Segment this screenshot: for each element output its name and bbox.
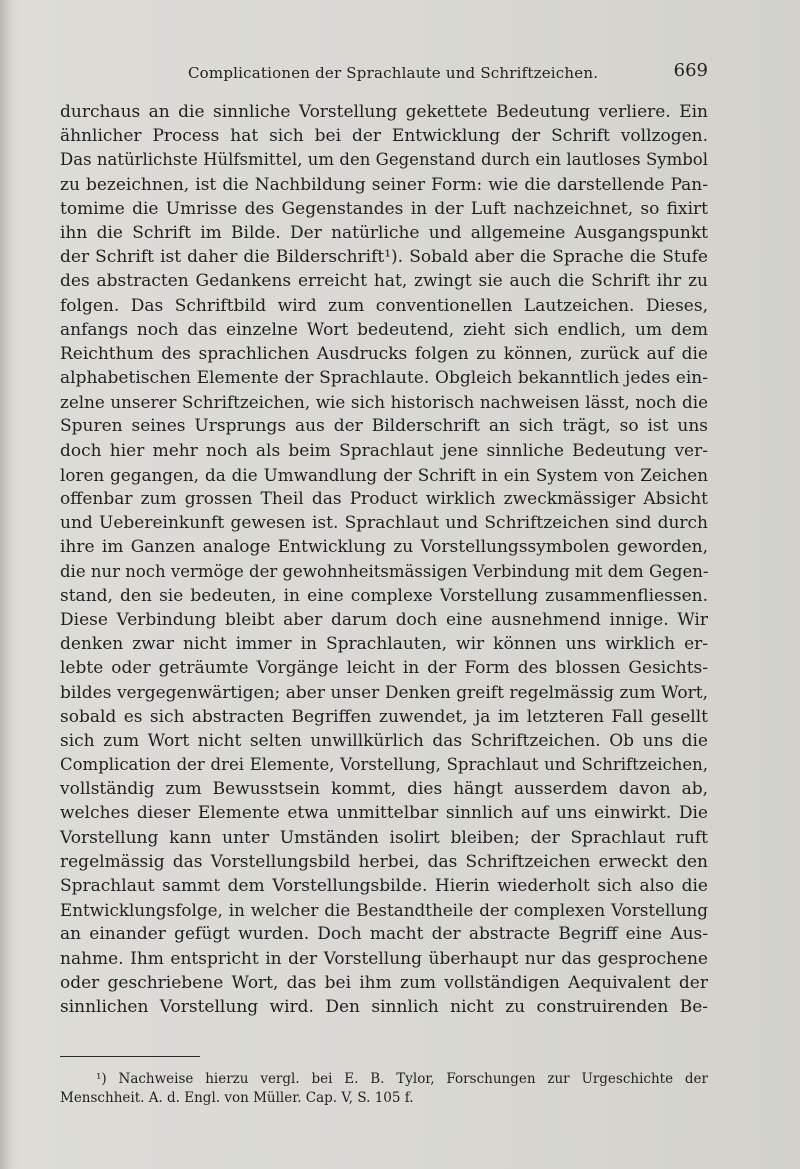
text-line: doch hier mehr noch als beim Sprachlaut jene sinnliche Bedeutung ver- <box>60 440 708 461</box>
text-line: tomime die Umrisse des Gegenstandes in der Luft nachzeichnet, so fixirt <box>60 198 708 219</box>
text-line: des abstracten Gedankens erreicht hat, zwingt sie auch die Schrift ihr zu <box>60 271 708 292</box>
footnote-line: ¹) Nachweise hierzu vergl. bei E. B. Tylor, Forschungen zur Urgeschichte der <box>96 1071 708 1087</box>
text-line: durchaus an die sinnliche Vorstellung gekettete Bedeutung verliere. Ein <box>60 102 708 122</box>
text-line: alphabetischen Elemente der Sprachlaute. Obgleich bekanntlich jedes ein- <box>60 368 708 389</box>
text-line: an einander gefügt wurden. Doch macht der abstracte Begriff eine Aus- <box>60 924 708 945</box>
page-header <box>60 58 708 88</box>
text-line: zu bezeichnen, ist die Nachbildung seiner Form: wie die darstellende Pan- <box>60 174 708 195</box>
page-binding-edge <box>0 0 10 1169</box>
text-line: und Uebereinkunft gewesen ist. Sprachlaut und Schriftzeichen sind durch <box>60 513 708 534</box>
text-line: der Schrift ist daher die Bilderschrift¹). Sobald aber die Sprache die Stufe <box>60 247 708 268</box>
text-line: offenbar zum grossen Theil das Product wirklich zweckmässiger Absicht <box>60 489 708 509</box>
text-line: vollständig zum Bewusstsein kommt, dies hängt ausserdem davon ab, <box>60 779 708 800</box>
text-line: oder geschriebene Wort, das bei ihm zum vollständigen Aequivalent der <box>60 972 708 993</box>
text-line: Complication der drei Elemente, Vorstellung, Sprachlaut und Schriftzeichen, <box>60 755 708 775</box>
footnote <box>60 1070 708 1108</box>
text-line: die nur noch vermöge der gewohnheitsmässigen Verbindung mit dem Gegen- <box>60 561 709 581</box>
text-line: welches dieser Elemente etwa unmittelbar sinnlich auf uns einwirkt. Die <box>60 803 708 824</box>
text-line: ihn die Schrift im Bilde. Der natürliche und allgemeine Ausgangspunkt <box>60 222 708 243</box>
text-line: sich zum Wort nicht selten unwillkürlich das Schriftzeichen. Ob uns die <box>60 730 708 751</box>
text-line: lebte oder geträumte Vorgänge leicht in der Form des blossen Gesichts- <box>60 658 708 679</box>
page-number: 669 <box>673 60 708 81</box>
text-line: zelne unserer Schriftzeichen, wie sich historisch nachweisen lässt, noch die <box>60 392 708 413</box>
text-line: bildes vergegenwärtigen; aber unser Denken greift regelmässig zum Wort, <box>60 682 708 703</box>
text-line: Sprachlaut sammt dem Vorstellungsbilde. Hierin wiederholt sich also die <box>60 876 708 896</box>
text-line: sobald es sich abstracten Begriffen zuwendet, ja im letzteren Fall gesellt <box>60 706 708 727</box>
text-line: Spuren seines Ursprungs aus der Bilderschrift an sich trägt, so ist uns <box>60 416 708 437</box>
text-line: loren gegangen, da die Umwandlung der Schrift in ein System von Zeichen <box>60 464 708 485</box>
text-line: Entwicklungsfolge, in welcher die Bestandtheile der complexen Vorstellung <box>60 900 708 921</box>
text-line: Reichthum des sprachlichen Ausdrucks folgen zu können, zurück auf die <box>60 343 708 364</box>
text-line: Diese Verbindung bleibt aber darum doch eine ausnehmend innige. Wir <box>60 609 708 630</box>
footnote-line: Menschheit. A. d. Engl. von Müller. Cap. V, S. 105 f. <box>60 1090 414 1106</box>
text-line: Das natürlichste Hülfsmittel, um den Gegenstand durch ein lautloses Symbol <box>60 150 708 170</box>
text-line: folgen. Das Schriftbild wird zum conventionellen Lautzeichen. Dieses, <box>60 295 708 316</box>
text-line: nahme. Ihm entspricht in der Vorstellung überhaupt nur das gesprochene <box>60 948 708 969</box>
footnote-divider <box>60 1056 200 1057</box>
running-title: Complicationen der Sprachlaute und Schriftzeichen. <box>188 64 599 82</box>
text-line: anfangs noch das einzelne Wort bedeutend, zieht sich endlich, um dem <box>60 319 708 340</box>
body-text <box>60 100 708 1019</box>
text-line: ähnlicher Process hat sich bei der Entwicklung der Schrift vollzogen. <box>60 126 708 147</box>
text-line: denken zwar nicht immer in Sprachlauten, wir können uns wirklich er- <box>60 634 708 655</box>
text-line: Vorstellung kann unter Umständen isolirt bleiben; der Sprachlaut ruft <box>60 827 708 848</box>
text-line: ihre im Ganzen analoge Entwicklung zu Vorstellungssymbolen geworden, <box>60 537 708 558</box>
text-line: stand, den sie bedeuten, in eine complexe Vorstellung zusammenfliessen. <box>60 585 708 606</box>
text-line: regelmässig das Vorstellungsbild herbei, das Schriftzeichen erweckt den <box>60 851 708 872</box>
text-line: sinnlichen Vorstellung wird. Den sinnlich nicht zu construirenden Be- <box>60 996 708 1017</box>
